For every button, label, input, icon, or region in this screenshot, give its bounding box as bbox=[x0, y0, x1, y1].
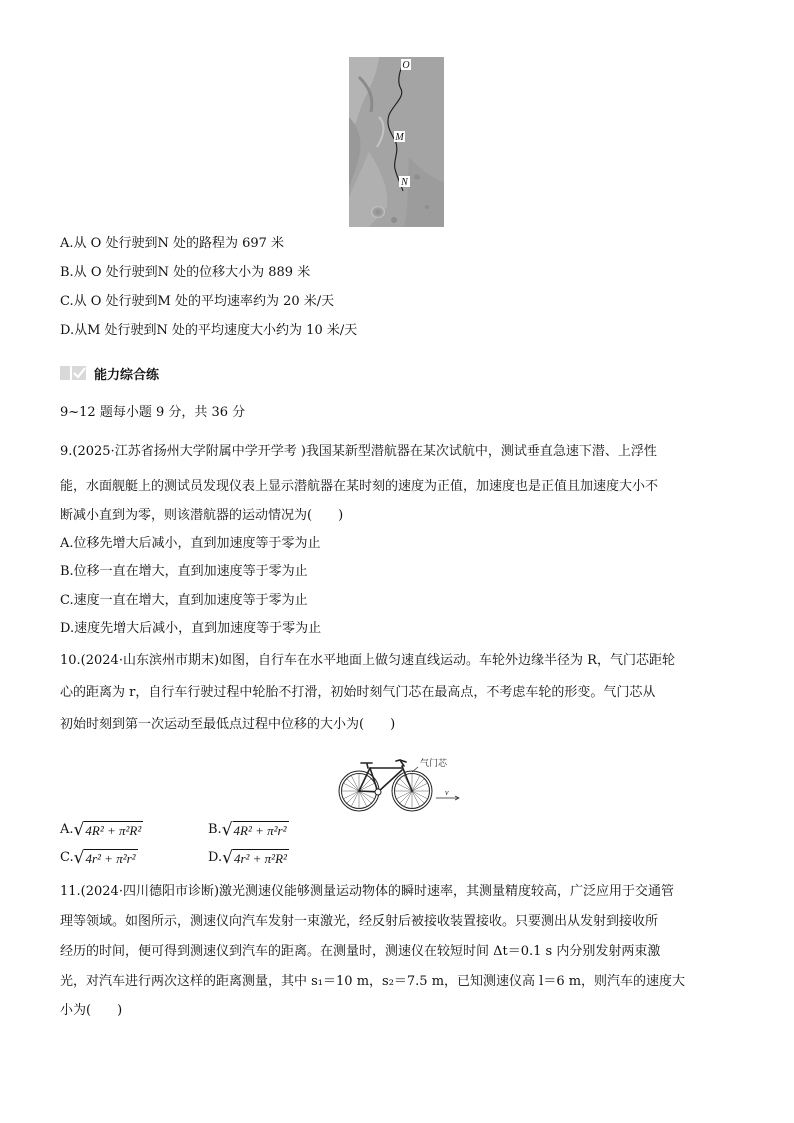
q10-option-c-expr: 4r² + π²r² bbox=[85, 851, 136, 866]
checkmark-icon bbox=[72, 366, 86, 380]
q8-option-b: B.从 O 处行驶到N 处的位移大小为 889 米 bbox=[60, 265, 311, 280]
map-label-n: N bbox=[401, 177, 408, 188]
section-bar-icon bbox=[60, 366, 70, 380]
q9-option-a: A.位移先增大后减小，直到加速度等于零为止 bbox=[60, 536, 321, 551]
sqrt-expression: √ 4R² + π²R² bbox=[73, 820, 142, 840]
map-label-o: O bbox=[402, 60, 410, 71]
q9-option-b: B.位移一直在增大，直到加速度等于零为止 bbox=[60, 564, 308, 579]
valve-core-label: 气门芯 bbox=[420, 759, 448, 769]
map-label-m: M bbox=[395, 132, 404, 143]
section-header bbox=[60, 364, 159, 382]
sqrt-expression: √ 4r² + π²R² bbox=[222, 848, 287, 868]
q10-stem-line-3: 初始时刻到第一次运动至最低点过程中位移的大小为( ) bbox=[60, 717, 396, 732]
q10-option-a bbox=[60, 820, 143, 840]
q11-stem-line-3: 经历的时间，便可得到测速仪到汽车的距离。在测量时，测速仪在较短时间 Δt＝0.1 s 内分别发射两束激 bbox=[60, 944, 661, 959]
q9-stem-line-3: 断减小直到为零，则该潜航器的运动情况为( ) bbox=[60, 508, 344, 523]
q11-stem-line-2: 理等领域。如图所示，测速仪向汽车发射一束激光，经反射后被接收装置接收。只要测出从发射到接收所 bbox=[60, 914, 659, 929]
q10-option-b-expr: 4R² + π²r² bbox=[233, 823, 287, 838]
sqrt-expression: √ 4r² + π²r² bbox=[73, 848, 136, 868]
q10-option-d-letter: D. bbox=[208, 850, 223, 865]
q10-option-a-letter: A. bbox=[60, 822, 74, 837]
q9-stem-line-2: 能，水面舰艇上的测试员发现仪表上显示潜航器在某时刻的速度为正值，加速度也是正值且加速度大小不 bbox=[60, 479, 659, 494]
sqrt-expression: √ 4R² + π²r² bbox=[221, 820, 287, 840]
q10-stem-line-2: 心的距离为 r，自行车行驶过程中轮胎不打滑，初始时刻气门芯在最高点，不考虑车轮的形变。气门芯从 bbox=[60, 685, 656, 700]
score-note: 9~12 题每小题 9 分，共 36 分 bbox=[60, 405, 246, 420]
q8-option-d: D.从M 处行驶到N 处的平均速度大小约为 10 米/天 bbox=[60, 323, 358, 338]
q11-stem-line-5: 小为( ) bbox=[60, 1003, 123, 1018]
q10-option-a-expr: 4R² + π²R² bbox=[85, 823, 142, 838]
q11-stem-line-4: 光，对汽车进行两次这样的距离测量，其中 s₁＝10 m，s₂＝7.5 m，已知测速仪高 l＝6 m，则汽车的速度大 bbox=[60, 974, 686, 989]
q10-option-d bbox=[208, 848, 289, 868]
q10-option-c bbox=[60, 848, 138, 868]
q11-stem-line-1: 11.(2024·四川德阳市诊断)激光测速仪能够测量运动物体的瞬时速率，其测量精度较高，广泛应用于交通管 bbox=[60, 884, 675, 899]
rover-route-map-figure bbox=[349, 57, 444, 227]
q9-stem-line-1: 9.(2025·江苏省扬州大学附属中学开学考 )我国某新型潜航器在某次试航中，测试垂直急速下潜、上浮性 bbox=[60, 444, 657, 459]
q9-option-d: D.速度先增大后减小，直到加速度等于零为止 bbox=[60, 621, 322, 636]
bicycle-figure bbox=[334, 756, 462, 814]
velocity-label: v bbox=[445, 788, 449, 797]
q10-option-c-letter: C. bbox=[60, 850, 74, 865]
q8-option-c: C.从 O 处行驶到M 处的平均速率约为 20 米/天 bbox=[60, 294, 335, 309]
q8-option-a: A.从 O 处行驶到N 处的路程为 697 米 bbox=[60, 236, 285, 251]
q10-stem-line-1: 10.(2024·山东滨州市期末)如图，自行车在水平地面上做匀速直线运动。车轮外边缘半径为 R，气门芯距轮 bbox=[60, 653, 675, 668]
q9-option-c: C.速度一直在增大，直到加速度等于零为止 bbox=[60, 593, 308, 608]
section-title: 能力综合练 bbox=[94, 367, 160, 383]
q10-option-b-letter: B. bbox=[208, 822, 222, 837]
q10-option-b bbox=[208, 820, 289, 840]
q10-option-d-expr: 4r² + π²R² bbox=[233, 851, 287, 866]
